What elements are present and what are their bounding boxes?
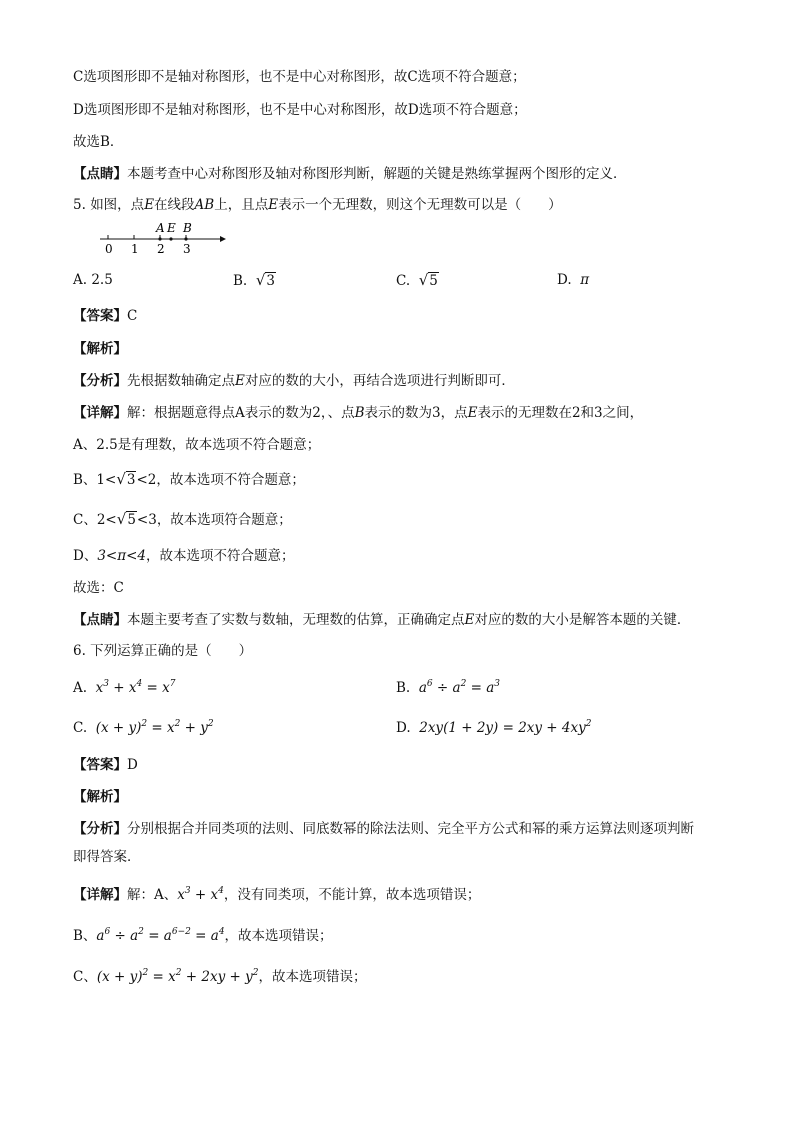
q5-fenxi (73, 372, 515, 390)
text-line-c-option: C选项图形即不是轴对称图形，也不是中心对称图形，故C选项不符合题意； (73, 69, 526, 85)
math-expr: $x^3 + x^4 = x^7$ (95, 679, 176, 696)
reason-text: ，故本选项不符合题意； (156, 472, 305, 488)
fenxi-text: 先根据数轴确定点 (127, 373, 235, 389)
math-expr: $a^6 \div a^2 = a^{6-2} = a^4$ (96, 927, 225, 944)
q5-answer (73, 307, 137, 325)
option-label: D. (557, 272, 572, 288)
tag-answer: 【答案】 (73, 308, 127, 324)
reason-prefix: 解：A、 (127, 887, 178, 903)
var-e: E (464, 612, 475, 628)
tag-answer: 【答案】 (73, 757, 127, 773)
math-expr: $x^3 + x^4$ (177, 886, 224, 903)
option-label: C. (73, 720, 88, 736)
q6-option-c (73, 719, 214, 737)
q5-option-b (233, 271, 276, 290)
text-line-dianjing (73, 165, 627, 183)
tick-label-3: 3 (183, 242, 191, 256)
fenxi-text: 对应的数的大小，再结合选项进行判断即可． (244, 373, 515, 389)
q5-reason-b (73, 470, 305, 489)
question-5-stem (73, 196, 562, 214)
q5-option-d (557, 271, 589, 289)
tick-label-0: 0 (105, 242, 113, 256)
tag-fenxi: 【分析】 (73, 821, 127, 837)
math-expr: $2xy(1 + 2y) = 2xy + 4xy^2$ (419, 719, 592, 736)
reason-text: ，故本选项错误； (258, 969, 367, 985)
math: 1< (96, 472, 117, 488)
option-value: 2.5 (91, 272, 113, 288)
q5-jiexi: 【解析】 (73, 341, 127, 357)
q6-fenxi-cont: 即得答案． (73, 849, 141, 865)
q5-option-c (396, 271, 439, 290)
q5-guxuan: 故选：C (73, 580, 124, 596)
math: 3<π<4 (97, 548, 147, 564)
q5-dianjing (73, 611, 690, 629)
axis-arrow (220, 236, 226, 242)
math: <3 (136, 512, 157, 528)
q5-xiangjie (73, 404, 643, 422)
number-line-figure (100, 222, 230, 258)
point-b (184, 237, 187, 240)
option-label: C. (396, 273, 411, 289)
xiangjie-text: 表示的数为3，点 (364, 405, 468, 421)
text-line-d-option: D选项图形即不是轴对称图形，也不是中心对称图形，故D选项不符合题意； (73, 102, 527, 118)
sqrt-3: √3 (116, 470, 136, 488)
option-label: B. (396, 680, 411, 696)
q6-option-d (396, 719, 591, 737)
q6-xiangjie-c (73, 968, 366, 986)
q6-answer (73, 756, 138, 774)
stem-part: 如图，点 (90, 197, 145, 213)
option-label: A. (73, 272, 88, 288)
q6-option-a (73, 679, 176, 697)
option-label: B. (233, 273, 248, 289)
tag-dianjing: 【点睛】 (73, 166, 127, 182)
reason-prefix: C、 (73, 969, 97, 985)
tick-label-1: 1 (131, 242, 139, 256)
tag-xiangjie: 【详解】 (73, 405, 127, 421)
dianjing-text: 本题考查中心对称图形及轴对称图形判断，解题的关键是熟练掌握两个图形的定义． (127, 166, 627, 182)
option-label: D. (396, 720, 411, 736)
var-e: E (235, 373, 245, 389)
q5-reason-c (73, 510, 292, 529)
q5-option-a (73, 271, 113, 289)
q5-reason-a: A、2.5是有理数，故本选项不符合题意； (73, 437, 321, 453)
tag-dianjing: 【点睛】 (73, 612, 127, 628)
radicand: 5 (429, 273, 438, 289)
tick-label-2: 2 (157, 242, 165, 256)
q6-xiangjie-a (73, 886, 480, 904)
reason-prefix: C、 (73, 512, 97, 528)
reason-text: ，故本选项不符合题意； (146, 548, 295, 564)
question-number: 5. (73, 197, 86, 213)
var-ab: AB (194, 197, 215, 213)
reason-prefix: B、 (73, 928, 97, 944)
stem-part: 在线段 (154, 197, 195, 213)
var-e: E (144, 197, 155, 213)
reason-text: ，故本选项错误； (224, 928, 333, 944)
label-a: A (156, 222, 165, 235)
stem-part: 表示一个无理数，则这个无理数可以是（ ） (278, 197, 562, 213)
q6-jiexi: 【解析】 (73, 789, 127, 805)
reason-text: ，没有同类项，不能计算，故本选项错误； (223, 887, 481, 903)
point-a (158, 237, 161, 240)
q6-xiangjie-b (73, 927, 333, 945)
reason-text: ，故本选项符合题意； (156, 512, 292, 528)
radicand: 3 (126, 472, 136, 488)
xiangjie-text: 解：根据题意得点A表示的数为2，、点 (127, 405, 355, 421)
q6-fenxi (73, 820, 694, 838)
reason-prefix: D、 (73, 548, 98, 564)
sqrt-3: √3 (255, 271, 275, 289)
answer-value: C (127, 308, 138, 324)
math-expr: $a^6 \div a^2 = a^3$ (418, 679, 500, 696)
question-6-stem: 6. 下列运算正确的是（ ） (73, 643, 253, 659)
point-e (169, 237, 172, 240)
reason-prefix: B、 (73, 472, 97, 488)
math: 2< (96, 512, 117, 528)
tag-xiangjie: 【详解】 (73, 887, 127, 903)
var-e: E (268, 197, 279, 213)
dianjing-text: 本题主要考查了实数与数轴，无理数的估算，正确确定点 (127, 612, 465, 628)
q5-reason-d (73, 547, 295, 565)
radicand: 5 (127, 512, 136, 528)
sqrt-5: √5 (116, 510, 136, 528)
option-label: A. (73, 680, 88, 696)
var-e: E (467, 405, 478, 421)
option-value: π (580, 272, 590, 288)
tag-fenxi: 【分析】 (73, 373, 127, 389)
q6-option-b (396, 679, 500, 697)
stem-part: 上，且点 (214, 197, 269, 213)
fenxi-text: 分别根据合并同类项的法则、同底数幂的除法法则、完全平方公式和幂的乘方运算法则逐项判断 (127, 821, 694, 837)
xiangjie-text: 表示的无理数在2和3之间， (477, 405, 644, 421)
radicand: 3 (266, 273, 275, 289)
label-e: E (167, 222, 176, 235)
var-b: B (354, 405, 365, 421)
math-expr: $(x + y)^2 = x^2 + 2xy + y^2$ (96, 968, 259, 985)
answer-value: D (127, 757, 138, 773)
math: <2 (136, 472, 157, 488)
text-line-choose-b: 故选B． (73, 134, 124, 150)
math-expr: $(x + y)^2 = x^2 + y^2$ (95, 719, 214, 736)
label-b: B (183, 222, 192, 235)
sqrt-5: √5 (418, 271, 438, 289)
dianjing-text: 对应的数的大小是解答本题的关键． (474, 612, 691, 628)
